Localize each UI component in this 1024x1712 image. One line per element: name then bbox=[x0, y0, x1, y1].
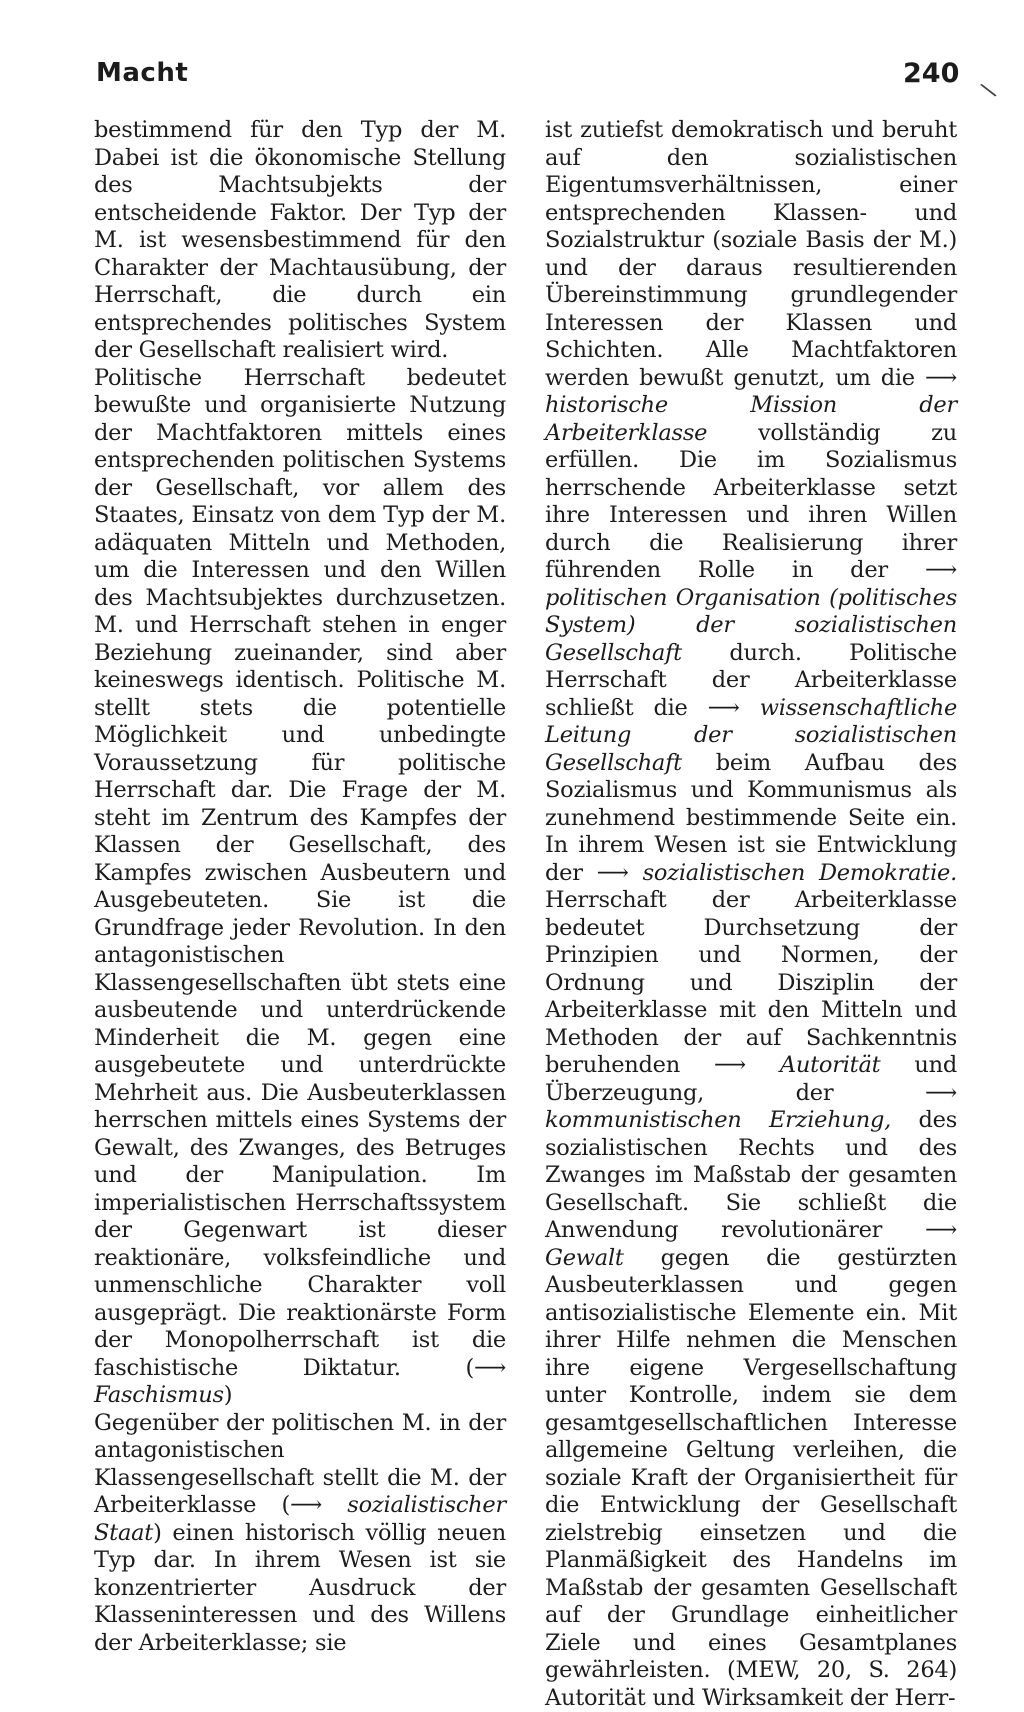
arrow-icon: ⟶ bbox=[596, 859, 629, 886]
arrow-icon: ⟶ bbox=[924, 1217, 957, 1243]
paragraph-text: durch. Politische Herrschaft der Arbeiterklasse schließt die bbox=[545, 639, 957, 721]
paragraph-text: Herrschaft der Arbeiterklasse bedeutet Durchsetzung der Prinzipien und Normen, der Ordnung und Disziplin der Arbeiterklasse mit den Mitteln und Methoden der auf Sachkenntnis beruhenden bbox=[545, 887, 957, 1078]
cross-reference[interactable]: wissenschaftliche Leitung der sozialistischen Gesellschaft bbox=[545, 694, 958, 776]
cross-reference[interactable]: Autorität bbox=[779, 1052, 881, 1078]
paragraph bbox=[545, 117, 957, 1712]
paragraph-text: bestimmend für den Typ der M. Dabei ist die ökonomische Stellung des Machtsubjekts der entscheidende Faktor. Der Typ der M. ist wesensbestimmend für den Charakter der Machtausübung, der Herrschaft, die durch ein entsprechendes politisches System der Gesellschaft realisiert wird. bbox=[94, 117, 506, 363]
paragraph-text: beim Aufbau des Sozialismus und Kommunismus als zunehmend bestimmende Seite ein. In ihrem Wesen ist sie Entwicklung der bbox=[545, 749, 957, 886]
arrow-icon: ⟶ bbox=[290, 1492, 323, 1518]
paragraph-text: ist zutiefst demokratisch und beruht auf den sozialistischen Eigentumsverhältnissen, einer entsprechenden Klassen- und Sozialstruktur (soziale Basis der M.) und der daraus resultierenden Übereinstimmung grundlegender Interessen der Klassen und Schichten. Alle Machtfaktoren werden bewußt genutzt, um die bbox=[545, 117, 957, 391]
running-head-title: Macht bbox=[96, 58, 189, 88]
arrow-icon: ⟶ bbox=[713, 1052, 746, 1078]
arrow-icon: ⟶ bbox=[924, 1079, 957, 1106]
page-number: 240 bbox=[903, 58, 960, 89]
paragraph bbox=[94, 117, 506, 365]
arrow-icon: ⟶ bbox=[473, 1354, 506, 1381]
paragraph-text: Gegenüber der politischen M. in der antagonistischen Klassengesellschaft stellt die M. der Arbeiterklasse ( bbox=[94, 1409, 506, 1518]
arrow-icon: ⟶ bbox=[707, 694, 740, 721]
paragraph-text: des sozialistischen Rechts und des Zwanges im Maßstab der gesamten Gesellschaft. Sie schließt die Anwendung revolutionärer bbox=[545, 1107, 957, 1243]
paragraph-text: gegen die gestürzten Ausbeuterklassen und gegen antisozialistische Elemente ein. Mit ihrer Hilfe nehmen die Menschen ihre eigene Vergesellschaftung unter Kontrolle, indem sie dem gesamtgesellschaftlichen Interesse allgemeine Geltung verleihen, die soziale Kraft der Organisiertheit für die Entwicklung der Gesellschaft zielstrebig einsetzen und die Planmäßigkeit des Handelns im Maßstab der gesamten Gesellschaft auf der Grundlage einheitlicher Ziele und eines Gesamtplanes gewährleisten. (MEW, 20, S. 264) Autorität und Wirksamkeit der Herr- bbox=[545, 1244, 957, 1711]
arrow-icon: ⟶ bbox=[924, 364, 957, 391]
left-column bbox=[94, 117, 506, 1657]
cross-reference[interactable]: sozialistischer Staat bbox=[94, 1492, 506, 1546]
paragraph-text: vollständig zu erfüllen. Die im Sozialismus herrschende Arbeiterklasse setzt ihre Interessen und ihren Willen durch die Realisierung ihrer führenden Rolle in der bbox=[545, 419, 957, 583]
paragraph-text: ) einen historisch völlig neuen Typ dar. In ihrem Wesen ist sie konzentrierter Ausdruck der Klasseninteressen und des Willens der Arbeiterklasse; sie bbox=[94, 1519, 506, 1656]
cross-reference[interactable]: politischen Organisation (politisches System) der sozialistischen Gesellschaft bbox=[545, 584, 957, 666]
paragraph bbox=[94, 1410, 506, 1658]
cross-reference[interactable]: historische Mission der Arbeiterklasse bbox=[545, 392, 957, 446]
paragraph-text: und Überzeugung, der bbox=[545, 1052, 958, 1106]
cross-reference[interactable]: Faschismus bbox=[94, 1382, 224, 1408]
paragraph-text: Politische Herrschaft bedeutet bewußte und organisierte Nutzung der Machtfaktoren mittels eines entsprechenden politischen Systems der Gesellschaft, vor allem des Staates, Einsatz von dem Typ der M. adäquaten Mitteln und Methoden, um die Interessen und den Willen des Machtsubjektes durchzusetzen. M. und Herrschaft stehen in enger Beziehung zueinander, sind aber keineswegs identisch. Politische M. stellt stets die potentielle Möglichkeit und unbedingte Voraussetzung für politische Herrschaft dar. Die Frage der M. steht im Zentrum des Kampfes der Klassen der Gesellschaft, des Kampfes zwischen Ausbeutern und Ausgebeuteten. Sie ist die Grundfrage jeder Revolution. In den antagonistischen Klassengesellschaften übt stets eine ausbeutende und unterdrückende Minderheit die M. gegen eine ausgebeutete und unterdrückte Mehrheit aus. Die Ausbeuterklassen herrschen mittels eines Systems der Gewalt, des Zwanges, des Betruges und der Manipulation. Im imperialistischen Herrschaftssystem der Gegenwart ist dieser reaktionäre, volksfeindliche und unmenschliche Charakter voll ausgeprägt. Die reaktionärste Form der Monopolherrschaft ist die faschistische Diktatur. ( bbox=[94, 364, 506, 1381]
right-column bbox=[545, 117, 957, 1712]
paragraph-text: ) bbox=[223, 1382, 233, 1408]
paragraph bbox=[94, 365, 506, 1410]
cross-reference[interactable]: Gewalt bbox=[545, 1244, 624, 1271]
cross-reference[interactable]: sozialistischen Demokratie. bbox=[642, 859, 958, 886]
margin-mark: \ bbox=[978, 78, 999, 103]
cross-reference[interactable]: kommunistischen Erziehung, bbox=[545, 1107, 892, 1133]
arrow-icon: ⟶ bbox=[924, 557, 957, 583]
